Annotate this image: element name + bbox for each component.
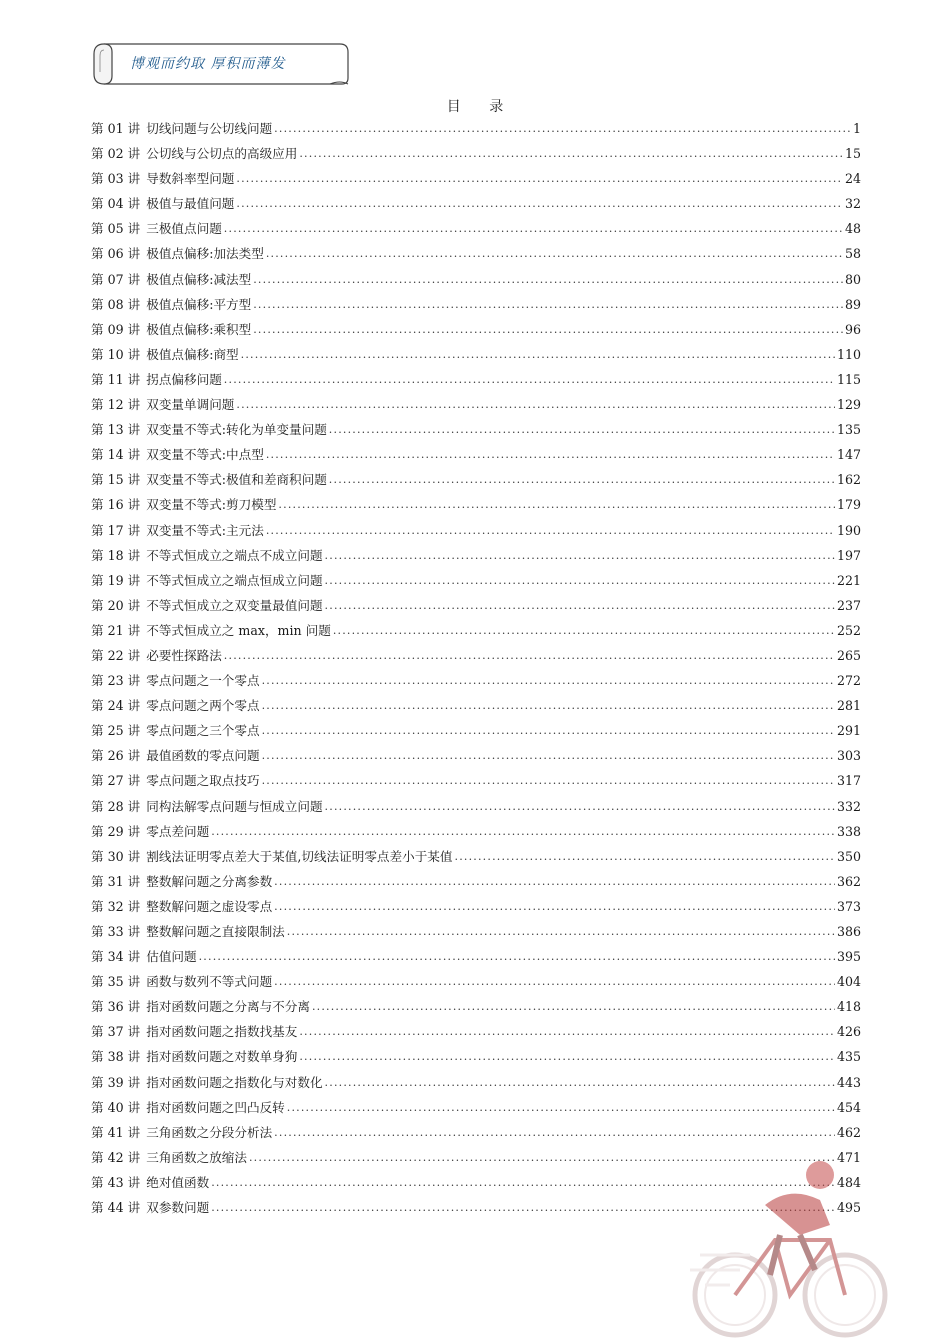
toc-entry-title: 不等式恒成立之端点不成立问题 <box>146 547 323 563</box>
toc-leader-dots <box>274 1124 835 1137</box>
toc-entry-page: 24 <box>844 171 861 187</box>
toc-entry-label <box>91 545 323 564</box>
toc-leader-dots <box>287 923 835 936</box>
toc-entry-title: 同构法解零点问题与恒成立问题 <box>146 798 323 814</box>
toc-entry-label <box>91 1122 272 1141</box>
toc-entry-number: 第 21 讲 <box>91 622 141 638</box>
toc-leader-dots <box>262 698 835 711</box>
toc-entry-page: 237 <box>836 597 861 613</box>
toc-entry-label <box>91 218 222 237</box>
toc-entry[interactable] <box>91 720 861 745</box>
toc-entry-label <box>91 846 453 865</box>
toc-entry-title: 三角函数之放缩法 <box>146 1149 247 1165</box>
toc-entry-label <box>91 168 234 187</box>
toc-leader-dots <box>325 547 835 560</box>
toc-entry-page: 418 <box>836 999 861 1015</box>
toc-entry-title: 三角函数之分段分析法 <box>146 1124 273 1140</box>
toc-entry-number: 第 22 讲 <box>91 647 141 663</box>
toc-entry-number: 第 20 讲 <box>91 597 141 613</box>
toc-entry[interactable] <box>91 871 861 896</box>
toc-entry[interactable] <box>91 243 861 268</box>
toc-entry-title: 极值点偏移:商型 <box>146 346 239 362</box>
toc-leader-dots <box>236 196 843 209</box>
toc-leader-dots <box>224 647 835 660</box>
toc-entry-page: 317 <box>836 773 861 789</box>
toc-leader-dots <box>299 1049 835 1062</box>
toc-entry-title: 指对函数问题之对数单身狗 <box>146 1049 298 1065</box>
toc-entry-number: 第 13 讲 <box>91 422 141 438</box>
toc-entry-label <box>91 570 323 589</box>
toc-leader-dots <box>253 271 843 284</box>
toc-entry[interactable] <box>91 796 861 821</box>
toc-entry-page: 332 <box>836 798 861 814</box>
toc-entry-label <box>91 1172 209 1191</box>
toc-entry-label <box>91 1021 297 1040</box>
toc-entry[interactable] <box>91 294 861 319</box>
toc-entry[interactable] <box>91 996 861 1021</box>
toc-entry-page: 281 <box>836 698 861 714</box>
toc-leader-dots <box>224 221 843 234</box>
toc-entry-label <box>91 394 234 413</box>
toc-leader-dots <box>333 622 835 635</box>
toc-list <box>91 118 861 1222</box>
toc-entry-title: 极值点偏移:加法类型 <box>146 246 264 262</box>
toc-entry-title: 双变量单调问题 <box>146 397 235 413</box>
toc-entry-number: 第 23 讲 <box>91 673 141 689</box>
toc-entry-number: 第 41 讲 <box>91 1124 141 1140</box>
toc-entry-number: 第 10 讲 <box>91 346 141 362</box>
toc-entry-page: 484 <box>836 1174 861 1190</box>
toc-entry-label <box>91 595 323 614</box>
toc-entry-page: 338 <box>836 823 861 839</box>
toc-entry-number: 第 27 讲 <box>91 773 141 789</box>
toc-entry-page: 435 <box>836 1049 861 1065</box>
toc-entry-title: 零点问题之取点技巧 <box>146 773 260 789</box>
toc-entry-title: 双变量不等式:转化为单变量问题 <box>146 422 327 438</box>
toc-entry-page: 350 <box>836 848 861 864</box>
toc-entry-label <box>91 946 197 965</box>
toc-leader-dots <box>253 296 843 309</box>
toc-entry-number: 第 31 讲 <box>91 873 141 889</box>
toc-entry-page: 426 <box>836 1024 861 1040</box>
toc-entry-title: 双参数问题 <box>146 1200 210 1216</box>
toc-entry[interactable] <box>91 344 861 369</box>
toc-entry-page: 454 <box>836 1099 861 1115</box>
toc-entry-label <box>91 695 260 714</box>
toc-entry[interactable] <box>91 620 861 645</box>
toc-entry-page: 162 <box>836 472 861 488</box>
toc-entry-label <box>91 896 272 915</box>
toc-entry-title: 双变量不等式:极值和差商积问题 <box>146 472 327 488</box>
toc-entry-label <box>91 821 209 840</box>
toc-entry-page: 129 <box>836 397 861 413</box>
toc-entry-title: 指对函数问题之指数找基友 <box>146 1024 298 1040</box>
toc-entry-label <box>91 1097 285 1116</box>
toc-entry-title: 必要性探路法 <box>146 647 222 663</box>
toc-entry-number: 第 29 讲 <box>91 823 141 839</box>
toc-leader-dots <box>266 447 835 460</box>
toc-entry-label <box>91 444 264 463</box>
toc-entry-title: 极值点偏移:平方型 <box>146 296 252 312</box>
toc-entry[interactable] <box>91 1072 861 1097</box>
toc-entry[interactable] <box>91 670 861 695</box>
toc-entry-label <box>91 871 272 890</box>
toc-entry-label <box>91 1147 247 1166</box>
toc-entry-title: 整数解问题之虚设零点 <box>146 898 273 914</box>
toc-entry-number: 第 40 讲 <box>91 1099 141 1115</box>
toc-entry[interactable] <box>91 1021 861 1046</box>
toc-entry-page: 471 <box>836 1149 861 1165</box>
toc-entry[interactable] <box>91 770 861 795</box>
toc-entry-number: 第 28 讲 <box>91 798 141 814</box>
toc-entry-label <box>91 1072 323 1091</box>
toc-entry-page: 1 <box>852 121 861 136</box>
toc-entry-page: 147 <box>836 447 861 463</box>
toc-entry-number: 第 04 讲 <box>91 196 141 212</box>
toc-entry-label <box>91 118 272 137</box>
toc-entry[interactable] <box>91 143 861 168</box>
toc-entry-label <box>91 971 272 990</box>
toc-entry-number: 第 15 讲 <box>91 472 141 488</box>
toc-entry-page: 362 <box>836 873 861 889</box>
toc-entry-page: 404 <box>836 974 861 990</box>
toc-leader-dots <box>262 773 835 786</box>
toc-entry-title: 拐点偏移问题 <box>146 371 222 387</box>
toc-entry[interactable] <box>91 570 861 595</box>
toc-entry-label <box>91 620 331 639</box>
toc-entry[interactable] <box>91 946 861 971</box>
toc-entry-number: 第 25 讲 <box>91 723 141 739</box>
cyclist-watermark-icon <box>680 1145 900 1340</box>
toc-entry-title: 函数与数列不等式问题 <box>146 974 273 990</box>
toc-entry-number: 第 03 讲 <box>91 171 141 187</box>
header-motto: 博观而约取 厚积而薄发 <box>130 56 286 72</box>
toc-entry-page: 135 <box>836 422 861 438</box>
toc-entry-title: 双变量不等式:剪刀模型 <box>146 497 277 513</box>
toc-entry-title: 估值问题 <box>146 949 197 965</box>
toc-entry-page: 462 <box>836 1124 861 1140</box>
toc-leader-dots <box>274 120 851 133</box>
toc-entry[interactable] <box>91 595 861 620</box>
toc-entry[interactable] <box>91 394 861 419</box>
toc-entry-label <box>91 796 323 815</box>
toc-entry-title: 极值点偏移:乘积型 <box>146 321 252 337</box>
toc-entry-page: 190 <box>836 522 861 538</box>
toc-leader-dots <box>299 1024 835 1037</box>
toc-entry-title: 不等式恒成立之双变量最值问题 <box>146 597 323 613</box>
toc-entry[interactable] <box>91 821 861 846</box>
toc-entry-number: 第 44 讲 <box>91 1200 141 1216</box>
toc-leader-dots <box>329 472 835 485</box>
toc-leader-dots <box>325 798 835 811</box>
toc-leader-dots <box>287 1099 835 1112</box>
toc-leader-dots <box>325 1074 835 1087</box>
toc-entry-label <box>91 670 260 689</box>
header-banner <box>90 40 352 86</box>
toc-entry[interactable] <box>91 520 861 545</box>
toc-entry[interactable] <box>91 971 861 996</box>
toc-leader-dots <box>274 974 835 987</box>
toc-entry-page: 386 <box>836 924 861 939</box>
toc-entry-number: 第 08 讲 <box>91 296 141 312</box>
toc-entry-number: 第 34 讲 <box>91 949 141 965</box>
toc-entry-label <box>91 294 251 313</box>
toc-entry-title: 整数解问题之分离参数 <box>146 873 273 889</box>
toc-entry-number: 第 17 讲 <box>91 522 141 538</box>
toc-entry[interactable] <box>91 1097 861 1122</box>
toc-entry-page: 221 <box>836 572 861 588</box>
toc-entry-title: 最值函数的零点问题 <box>146 748 260 764</box>
toc-entry-label <box>91 645 222 664</box>
toc-entry-number: 第 12 讲 <box>91 397 141 413</box>
toc-entry-title: 极值与最值问题 <box>146 196 235 212</box>
toc-leader-dots <box>278 497 835 510</box>
toc-entry-page: 265 <box>836 647 861 663</box>
toc-entry-title: 整数解问题之直接限制法 <box>146 924 285 939</box>
toc-entry-title: 导数斜率型问题 <box>146 171 235 187</box>
toc-entry-number: 第 36 讲 <box>91 999 141 1015</box>
toc-entry-title: 三极值点问题 <box>146 221 222 237</box>
toc-entry-label <box>91 143 297 162</box>
toc-entry-label <box>91 344 239 363</box>
toc-entry[interactable] <box>91 896 861 921</box>
toc-leader-dots <box>262 672 835 685</box>
toc-leader-dots <box>266 246 843 259</box>
toc-entry[interactable] <box>91 118 861 143</box>
toc-leader-dots <box>312 999 835 1012</box>
toc-entry-page: 58 <box>844 246 861 262</box>
toc-entry-title: 指对函数问题之指数化与对数化 <box>146 1074 323 1090</box>
toc-entry-number: 第 33 讲 <box>91 924 141 939</box>
toc-entry-number: 第 35 讲 <box>91 974 141 990</box>
toc-entry[interactable] <box>91 469 861 494</box>
toc-entry-title: 公切线与公切点的高级应用 <box>146 146 298 162</box>
toc-entry-title: 零点问题之两个零点 <box>146 698 260 714</box>
toc-entry-page: 291 <box>836 723 861 739</box>
toc-entry-title: 切线问题与公切线问题 <box>146 121 273 136</box>
toc-leader-dots <box>299 146 843 159</box>
toc-entry-number: 第 39 讲 <box>91 1074 141 1090</box>
toc-entry-number: 第 24 讲 <box>91 698 141 714</box>
toc-entry-title: 极值点偏移:减法型 <box>146 271 252 287</box>
toc-entry[interactable] <box>91 193 861 218</box>
toc-entry[interactable] <box>91 846 861 871</box>
toc-entry-page: 89 <box>844 296 861 312</box>
toc-entry-label <box>91 319 251 338</box>
toc-entry-label <box>91 921 285 940</box>
toc-entry[interactable] <box>91 1046 861 1071</box>
toc-entry[interactable] <box>91 695 861 720</box>
toc-leader-dots <box>262 723 835 736</box>
toc-entry[interactable] <box>91 369 861 394</box>
toc-entry-page: 48 <box>844 221 861 237</box>
toc-entry-label <box>91 369 222 388</box>
toc-entry[interactable] <box>91 319 861 344</box>
toc-leader-dots <box>329 422 835 435</box>
toc-entry-number: 第 14 讲 <box>91 447 141 463</box>
toc-leader-dots <box>253 321 843 334</box>
toc-entry-page: 32 <box>844 196 861 212</box>
toc-entry[interactable] <box>91 494 861 519</box>
toc-entry-title: 零点问题之三个零点 <box>146 723 260 739</box>
toc-entry[interactable] <box>91 168 861 193</box>
toc-entry-label <box>91 770 260 789</box>
toc-entry-number: 第 05 讲 <box>91 221 141 237</box>
toc-entry-number: 第 02 讲 <box>91 146 141 162</box>
toc-entry[interactable] <box>91 1122 861 1147</box>
toc-entry-label <box>91 494 276 513</box>
toc-leader-dots <box>224 371 835 384</box>
toc-entry-title: 指对函数问题之凹凸反转 <box>146 1099 285 1115</box>
toc-entry[interactable] <box>91 419 861 444</box>
toc-leader-dots <box>236 396 835 409</box>
toc-entry[interactable] <box>91 921 861 946</box>
toc-entry-title: 不等式恒成立之 max，min 问题 <box>146 622 331 638</box>
toc-entry-title: 指对函数问题之分离与不分离 <box>146 999 310 1015</box>
toc-entry[interactable] <box>91 269 861 294</box>
toc-entry[interactable] <box>91 444 861 469</box>
toc-entry-number: 第 16 讲 <box>91 497 141 513</box>
toc-entry-number: 第 01 讲 <box>91 121 141 136</box>
toc-entry[interactable] <box>91 545 861 570</box>
toc-leader-dots <box>274 873 835 886</box>
toc-entry-label <box>91 996 310 1015</box>
toc-entry-number: 第 37 讲 <box>91 1024 141 1040</box>
toc-leader-dots <box>455 848 835 861</box>
toc-entry-page: 272 <box>836 673 861 689</box>
toc-entry-title: 双变量不等式:中点型 <box>146 447 264 463</box>
toc-entry[interactable] <box>91 218 861 243</box>
toc-entry-label <box>91 1046 297 1065</box>
toc-entry-page: 197 <box>836 547 861 563</box>
toc-entry-title: 割线法证明零点差大于某值,切线法证明零点差小于某值 <box>146 848 453 864</box>
toc-leader-dots <box>211 823 835 836</box>
toc-entry-label <box>91 745 260 764</box>
toc-entry-page: 495 <box>836 1200 861 1216</box>
toc-entry-title: 双变量不等式:主元法 <box>146 522 264 538</box>
toc-entry-page: 395 <box>836 949 861 965</box>
toc-entry-number: 第 19 讲 <box>91 572 141 588</box>
toc-entry-number: 第 18 讲 <box>91 547 141 563</box>
toc-entry-number: 第 30 讲 <box>91 848 141 864</box>
toc-entry-number: 第 07 讲 <box>91 271 141 287</box>
toc-entry-number: 第 43 讲 <box>91 1174 141 1190</box>
toc-entry-page: 443 <box>836 1074 861 1090</box>
toc-leader-dots <box>266 522 835 535</box>
toc-leader-dots <box>199 949 835 962</box>
toc-entry-page: 179 <box>836 497 861 513</box>
toc-entry-number: 第 09 讲 <box>91 321 141 337</box>
toc-entry-page: 115 <box>836 371 861 387</box>
toc-entry-page: 303 <box>836 748 861 764</box>
toc-leader-dots <box>241 346 835 359</box>
toc-entry-label <box>91 720 260 739</box>
toc-title: 目 录 <box>446 99 516 115</box>
toc-entry-label <box>91 469 327 488</box>
toc-entry-page: 110 <box>836 346 861 362</box>
toc-entry[interactable] <box>91 645 861 670</box>
toc-entry-title: 零点问题之一个零点 <box>146 673 260 689</box>
toc-entry-number: 第 42 讲 <box>91 1149 141 1165</box>
toc-entry[interactable] <box>91 745 861 770</box>
toc-entry-title: 不等式恒成立之端点恒成立问题 <box>146 572 323 588</box>
toc-entry-label <box>91 1197 209 1216</box>
toc-entry-label <box>91 193 234 212</box>
toc-entry-label <box>91 269 251 288</box>
toc-entry-page: 252 <box>836 622 861 638</box>
toc-entry-number: 第 38 讲 <box>91 1049 141 1065</box>
toc-entry-number: 第 26 讲 <box>91 748 141 764</box>
toc-entry-title: 零点差问题 <box>146 823 210 839</box>
toc-entry-label <box>91 243 264 262</box>
toc-leader-dots <box>274 898 835 911</box>
toc-leader-dots <box>325 572 835 585</box>
toc-entry-label <box>91 419 327 438</box>
toc-entry-page: 373 <box>836 898 861 914</box>
toc-entry-label <box>91 520 264 539</box>
toc-leader-dots <box>236 171 843 184</box>
toc-leader-dots <box>325 597 835 610</box>
toc-entry-number: 第 32 讲 <box>91 898 141 914</box>
toc-leader-dots <box>262 748 835 761</box>
toc-entry-page: 15 <box>844 146 861 162</box>
toc-entry-page: 96 <box>844 321 861 337</box>
toc-entry-number: 第 11 讲 <box>91 371 141 387</box>
toc-entry-number: 第 06 讲 <box>91 246 141 262</box>
toc-entry-title: 绝对值函数 <box>146 1174 210 1190</box>
toc-entry-page: 80 <box>844 271 861 287</box>
